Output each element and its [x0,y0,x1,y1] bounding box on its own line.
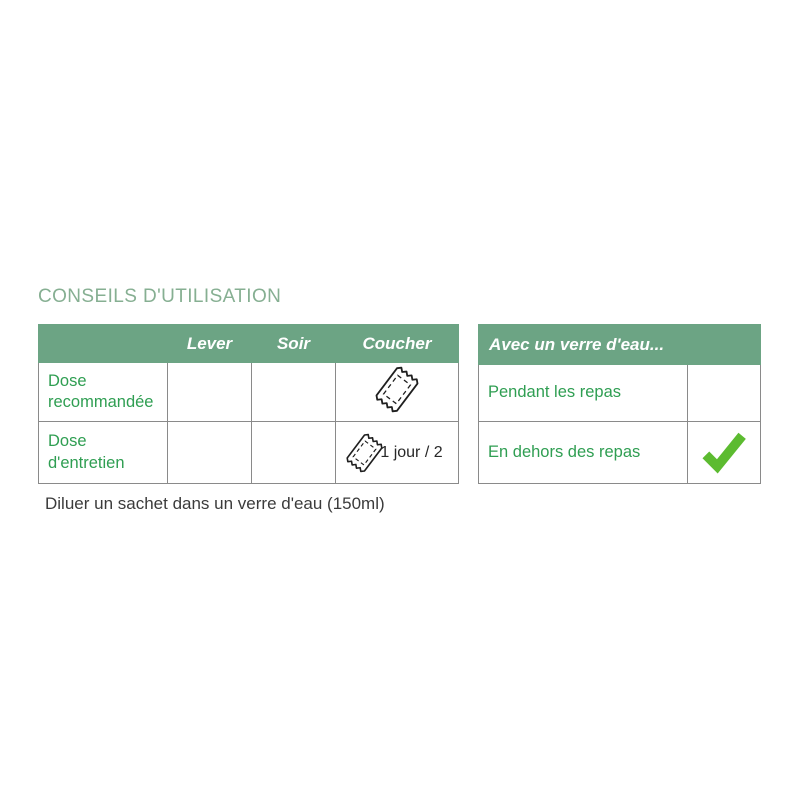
dosage-header-lever: Lever [168,325,252,363]
table-row-dehors-repas [479,422,761,484]
cell-lever-empty [168,363,252,422]
table-row-dose-entretien [39,422,459,484]
row-label: Dose recommandée [39,363,168,422]
dosage-header-empty [39,325,168,363]
row-label: En dehors des repas [479,422,688,484]
page-title: CONSEILS D'UTILISATION [38,286,282,307]
dosage-table [38,324,459,484]
checkmark-icon [701,432,747,474]
frequency-label: 1 jour / 2 [380,443,443,461]
dilution-note: Diluer un sachet dans un verre d'eau (150ml) [45,494,385,513]
cell-soir-empty [252,363,336,422]
cell-check-empty [688,365,761,422]
table-row-pendant-repas [479,365,761,422]
water-header-row [479,325,761,365]
cell-coucher [336,363,459,422]
water-header: Avec un verre d'eau... [479,325,761,365]
dosage-header-coucher: Coucher [336,325,459,363]
sachet-icon [343,429,387,476]
cell-check [688,422,761,484]
dosage-header-row [39,325,459,363]
water-table [478,324,761,484]
cell-coucher [336,422,459,484]
cell-soir-empty [252,422,336,484]
row-label: Pendant les repas [479,365,688,422]
table-row-dose-recommandee [39,363,459,422]
row-label: Dose d'entretien [39,422,168,484]
dosage-header-soir: Soir [252,325,336,363]
sachet-icon [371,362,424,417]
cell-lever-empty [168,422,252,484]
